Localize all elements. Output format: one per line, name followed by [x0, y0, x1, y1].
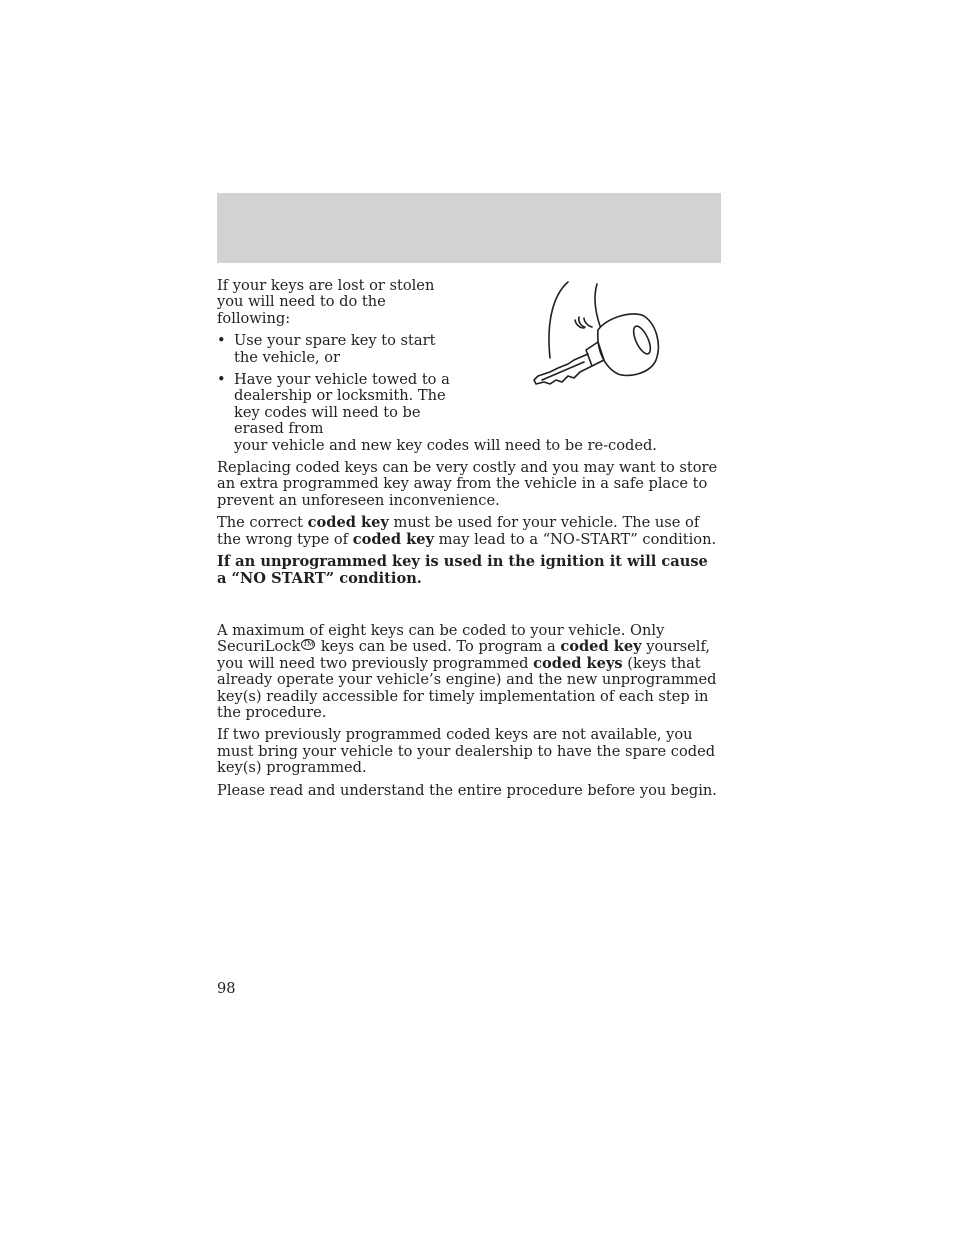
text-fragment: A maximum of eight keys can be coded to your vehicle. Only SecuriLock — [217, 621, 665, 656]
no-start-warning: If an unprogrammed key is used in the ignition it will cause a “NO START” condition. — [217, 553, 708, 587]
list-item — [217, 372, 722, 454]
paragraph-read-procedure: Please read and understand the entire procedure before you begin. — [217, 781, 717, 799]
text-fragment: yourself, you will need two previously programmed — [217, 638, 710, 672]
trademark-symbol: TM — [302, 640, 314, 649]
page-content — [217, 278, 722, 799]
list-item — [217, 333, 459, 366]
bullet-text: Use your spare key to start the vehicle, or — [234, 332, 436, 366]
bold-term-coded-key: coded key — [352, 530, 435, 548]
text-fragment: The correct — [217, 514, 308, 532]
text-fragment: may lead to a “NO-START” condition. — [434, 530, 717, 548]
paragraph-max-keys — [217, 623, 722, 721]
bold-term-coded-key: coded key — [307, 514, 389, 532]
page-number: 98 — [217, 980, 236, 997]
bullet-symbol: • — [217, 371, 226, 389]
lost-key-steps — [217, 333, 722, 454]
text-fragment: keys can be used. To program a — [316, 638, 561, 656]
paragraph-replacing-keys: Replacing coded keys can be very costly and you may want to store an extra programmed key away from the vehicle in a safe place to prevent an unforeseen inconvenience. — [217, 459, 718, 509]
bullet-text: Have your vehicle towed to a dealership or locksmith. The key codes will need to be erased from — [234, 371, 450, 438]
paragraph-dealership: If two previously programmed coded keys are not available, you must bring your vehicle to your dealership to have the spare coded key(s) programmed. — [217, 726, 716, 777]
section-gap — [217, 587, 722, 623]
text-fragment: (keys that already operate your vehicle’s engine) and the new unprogrammed key(s) readily accessible for timely implementation of each step in the procedure. — [217, 654, 717, 721]
paragraph-correct-key — [217, 515, 722, 548]
intro-text: If your keys are lost or stolen you will need to do the following: — [217, 277, 435, 327]
bold-term-coded-key: coded key — [560, 638, 642, 656]
text-fragment: must be used for your vehicle. The use of the wrong type of — [217, 514, 700, 548]
bullet-symbol: • — [217, 332, 226, 350]
section-header-bar — [217, 193, 721, 263]
bold-term-coded-keys: coded keys — [533, 654, 623, 672]
bullet-text-continued: your vehicle and new key codes will need to be re-coded. — [234, 436, 657, 454]
